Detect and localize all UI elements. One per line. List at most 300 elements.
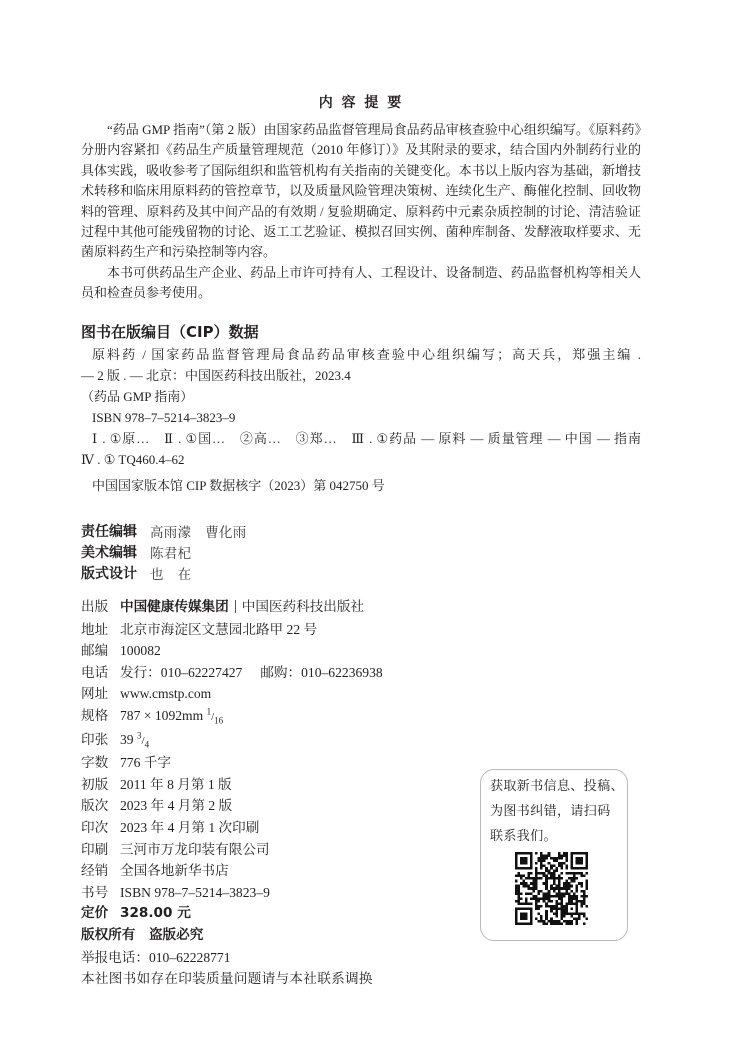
qr-module	[550, 887, 553, 890]
editor-row	[81, 522, 247, 543]
summary-paragraph: “药品 GMP 指南”（第 2 版）由国家药品监督管理局食品药品审核查验中心组织编写。《原料药》分册内容紧扣《药品生产质量管理规范（2010 年修订）》及其附录的要求，结合国内外制药行业的具体实践，吸收参考了国际组织和监管机构有关指南的关键变化。本书以上版内容为基础，新增技术转移和临床用原料药的管控章节，以及质量风险管理决策树、连续化生产、酶催化控制、回收物料的管理、原料药及其中间产品的有效期 / 复验期确定、原料药中元素杂质控制的讨论、清洁验证过程中其他可能残留物的讨论、返工工艺验证、模拟召回实例、菌种库制备、发酵液取样要求、无菌原料药生产和污染控制等内容。	[81, 122, 641, 260]
imprint-row-format	[81, 705, 383, 729]
qr-module	[573, 917, 576, 920]
qr-module	[583, 890, 586, 893]
qr-module	[525, 902, 528, 905]
imprint-value: 2011 年 8 月第 1 版	[120, 776, 232, 792]
qr-module	[578, 862, 581, 865]
qr-module	[583, 900, 586, 903]
imprint-row-website	[81, 683, 383, 705]
contact-box	[480, 769, 628, 941]
qr-module	[523, 912, 526, 915]
qr-module	[553, 880, 556, 883]
qr-module	[565, 885, 568, 888]
qr-module	[563, 885, 566, 888]
imprint-value: 100082	[120, 643, 161, 659]
qr-module	[538, 890, 541, 893]
qr-module	[555, 907, 558, 910]
qr-module	[558, 895, 561, 898]
qr-module	[560, 902, 563, 905]
qr-module	[518, 875, 521, 878]
qr-module	[518, 907, 521, 910]
qr-module	[543, 892, 546, 895]
qr-module	[515, 875, 518, 878]
qr-module	[545, 892, 548, 895]
editors-section	[81, 522, 247, 585]
qr-module	[515, 912, 518, 915]
qr-module	[523, 885, 526, 888]
qr-module	[530, 862, 533, 865]
qr-module	[558, 880, 561, 883]
qr-module	[563, 910, 566, 913]
qr-module	[550, 905, 553, 908]
qr-module	[515, 890, 518, 893]
imprint-value: 全国各地新华书店	[120, 863, 229, 879]
qr-module	[525, 912, 528, 915]
qr-module	[558, 885, 561, 888]
qr-module	[570, 902, 573, 905]
qr-code-icon	[515, 852, 588, 925]
qr-module	[570, 877, 573, 880]
qr-module	[518, 892, 521, 895]
qr-module	[560, 915, 563, 918]
qr-module	[550, 922, 553, 925]
qr-module	[533, 895, 536, 898]
summary-title: 内 容 提 要	[318, 95, 404, 111]
qr-module	[573, 877, 576, 880]
qr-module	[575, 912, 578, 915]
qr-module	[570, 912, 573, 915]
qr-module	[578, 912, 581, 915]
qr-module	[530, 857, 533, 860]
qr-module	[555, 895, 558, 898]
qr-module	[565, 905, 568, 908]
qr-module	[518, 867, 521, 870]
imprint-row-isbn	[81, 882, 383, 904]
qr-module	[565, 880, 568, 883]
qr-module	[528, 887, 531, 890]
qr-module	[535, 885, 538, 888]
qr-module	[560, 857, 563, 860]
qr-module	[543, 872, 546, 875]
qr-module	[568, 900, 571, 903]
qr-module	[530, 920, 533, 923]
fraction-numerator: 1	[206, 706, 212, 717]
qr-module	[583, 922, 586, 925]
qr-module	[560, 855, 563, 858]
qr-module	[543, 875, 546, 878]
qr-module	[560, 895, 563, 898]
imprint-row-word-count	[81, 752, 383, 774]
qr-module	[570, 895, 573, 898]
qr-module	[515, 907, 518, 910]
qr-module	[525, 917, 528, 920]
qr-module	[565, 887, 568, 890]
qr-module	[543, 920, 546, 923]
qr-module	[555, 887, 558, 890]
qr-module	[535, 900, 538, 903]
qr-module	[548, 892, 551, 895]
qr-module	[558, 865, 561, 868]
qr-module	[545, 880, 548, 883]
qr-module	[545, 915, 548, 918]
qr-module	[515, 892, 518, 895]
qr-module	[518, 887, 521, 890]
imprint-label: 定价	[81, 905, 109, 922]
qr-module	[553, 907, 556, 910]
qr-module	[515, 855, 518, 858]
qr-module	[535, 905, 538, 908]
qr-module	[553, 922, 556, 925]
qr-module	[530, 865, 533, 868]
imprint-row-report-phone	[81, 947, 383, 969]
fraction-numerator: 3	[137, 730, 142, 741]
qr-module	[528, 885, 531, 888]
qr-module	[568, 902, 571, 905]
qr-module	[575, 872, 578, 875]
qr-module	[523, 915, 526, 918]
qr-module	[520, 875, 523, 878]
qr-module	[543, 860, 546, 863]
qr-module	[525, 860, 528, 863]
qr-module	[535, 907, 538, 910]
qr-module	[585, 882, 588, 885]
qr-module	[548, 905, 551, 908]
qr-module	[525, 867, 528, 870]
qr-module	[550, 865, 553, 868]
qr-module	[515, 862, 518, 865]
qr-module	[540, 890, 543, 893]
qr-module	[558, 890, 561, 893]
qr-module	[515, 915, 518, 918]
qr-module	[570, 915, 573, 918]
qr-module	[515, 867, 518, 870]
qr-code	[515, 852, 588, 925]
qr-module	[520, 912, 523, 915]
quality-notice: 本社图书如存在印装质量问题请与本社联系调换	[81, 971, 373, 987]
qr-module	[548, 870, 551, 873]
qr-module	[565, 890, 568, 893]
qr-module	[520, 917, 523, 920]
qr-module	[525, 862, 528, 865]
qr-module	[515, 917, 518, 920]
qr-module	[545, 902, 548, 905]
qr-module	[520, 860, 523, 863]
qr-module	[555, 902, 558, 905]
qr-module	[540, 915, 543, 918]
qr-module	[530, 910, 533, 913]
qr-module	[535, 872, 538, 875]
qr-module	[570, 897, 573, 900]
fraction-slash: /	[211, 710, 215, 723]
qr-module	[518, 902, 521, 905]
qr-module	[523, 882, 526, 885]
qr-module	[568, 892, 571, 895]
qr-module	[583, 875, 586, 878]
qr-module	[555, 922, 558, 925]
qr-module	[540, 860, 543, 863]
imprint-label: 书号	[81, 884, 109, 900]
qr-module	[545, 912, 548, 915]
qr-module	[560, 872, 563, 875]
qr-module	[583, 902, 586, 905]
qr-module	[570, 885, 573, 888]
qr-module	[518, 872, 521, 875]
imprint-row-price	[81, 903, 383, 925]
imprint-row-sheets	[81, 729, 383, 753]
qr-module	[585, 855, 588, 858]
qr-module	[540, 917, 543, 920]
imprint-value: 三河市万龙印装有限公司	[120, 841, 270, 857]
qr-module	[558, 902, 561, 905]
sheets-whole: 39	[120, 731, 134, 747]
qr-module	[548, 862, 551, 865]
qr-module	[528, 877, 531, 880]
qr-module	[563, 882, 566, 885]
qr-module	[560, 922, 563, 925]
qr-module	[565, 852, 568, 855]
qr-module	[570, 922, 573, 925]
imprint-row-distributor	[81, 860, 383, 882]
qr-module	[528, 875, 531, 878]
qr-module	[515, 857, 518, 860]
qr-module	[535, 882, 538, 885]
qr-module	[553, 905, 556, 908]
qr-module	[565, 865, 568, 868]
imprint-label: 经销	[81, 863, 109, 879]
qr-module	[575, 917, 578, 920]
qr-module	[540, 867, 543, 870]
qr-module	[575, 887, 578, 890]
qr-module	[565, 920, 568, 923]
qr-module	[570, 872, 573, 875]
qr-module	[558, 852, 561, 855]
qr-module	[545, 877, 548, 880]
qr-module	[558, 855, 561, 858]
qr-module	[585, 880, 588, 883]
qr-module	[550, 917, 553, 920]
qr-module	[548, 895, 551, 898]
qr-module	[550, 900, 553, 903]
imprint-label: 字数	[81, 755, 109, 771]
qr-module	[535, 862, 538, 865]
qr-module	[585, 905, 588, 908]
imprint-value	[120, 662, 383, 684]
qr-module	[565, 860, 568, 863]
qr-module	[575, 860, 578, 863]
qr-module	[580, 890, 583, 893]
qr-module	[525, 852, 528, 855]
qr-module	[540, 897, 543, 900]
qr-module	[543, 895, 546, 898]
qr-module	[578, 860, 581, 863]
qr-module	[585, 852, 588, 855]
qr-module	[545, 875, 548, 878]
imprint-row-publisher	[81, 596, 383, 619]
imprint-section	[81, 596, 383, 990]
qr-module	[543, 900, 546, 903]
qr-module	[575, 907, 578, 910]
report-phone: 举报电话：010–62228771	[81, 949, 231, 965]
qr-module	[560, 865, 563, 868]
qr-module	[525, 877, 528, 880]
publishing-group-name: 中国健康传媒集团	[120, 599, 229, 615]
qr-module	[580, 912, 583, 915]
cip-record-number: 中国国家版本馆 CIP 数据核字（2023）第 042750 号	[92, 478, 385, 493]
qr-module	[553, 920, 556, 923]
qr-module	[543, 897, 546, 900]
qr-module	[530, 912, 533, 915]
qr-module	[535, 870, 538, 873]
qr-module	[560, 867, 563, 870]
qr-module	[585, 872, 588, 875]
editor-row	[81, 564, 247, 585]
qr-module	[518, 897, 521, 900]
qr-module	[545, 895, 548, 898]
qr-module	[545, 885, 548, 888]
qr-module	[568, 885, 571, 888]
qr-module	[550, 907, 553, 910]
imprint-row-edition	[81, 795, 383, 817]
qr-module	[520, 915, 523, 918]
qr-module	[558, 920, 561, 923]
qr-module	[553, 875, 556, 878]
qr-module	[580, 900, 583, 903]
qr-module	[585, 865, 588, 868]
qr-module	[558, 875, 561, 878]
mail-order-phone: 邮购：010–62236938	[260, 664, 383, 680]
qr-module	[560, 900, 563, 903]
qr-module	[563, 905, 566, 908]
qr-module	[563, 912, 566, 915]
fraction-denominator: 4	[144, 739, 150, 750]
qr-module	[520, 922, 523, 925]
imprint-label: 版次	[81, 798, 109, 814]
qr-module	[535, 902, 538, 905]
qr-module	[545, 910, 548, 913]
qr-module	[528, 852, 531, 855]
qr-module	[573, 867, 576, 870]
qr-module	[585, 895, 588, 898]
cip-heading: 图书在版编目（CIP）数据	[81, 323, 259, 341]
qr-module	[563, 915, 566, 918]
qr-module	[548, 900, 551, 903]
qr-module	[570, 852, 573, 855]
qr-module	[533, 877, 536, 880]
qr-module	[520, 852, 523, 855]
qr-module	[558, 922, 561, 925]
qr-module	[548, 872, 551, 875]
qr-module	[585, 917, 588, 920]
qr-module	[545, 887, 548, 890]
qr-module	[575, 902, 578, 905]
qr-module	[565, 912, 568, 915]
qr-module	[580, 875, 583, 878]
qr-module	[530, 907, 533, 910]
qr-module	[543, 865, 546, 868]
qr-module	[563, 852, 566, 855]
qr-module	[565, 907, 568, 910]
qr-module	[553, 865, 556, 868]
qr-module	[520, 882, 523, 885]
qr-module	[515, 887, 518, 890]
qr-module	[583, 867, 586, 870]
qr-module	[543, 882, 546, 885]
qr-module	[520, 902, 523, 905]
imprint-row-printing	[81, 817, 383, 839]
qr-module	[533, 880, 536, 883]
qr-module	[585, 857, 588, 860]
qr-module	[535, 852, 538, 855]
qr-module	[548, 855, 551, 858]
qr-module	[523, 902, 526, 905]
qr-module	[535, 897, 538, 900]
qr-module	[528, 922, 531, 925]
cip-record	[81, 344, 641, 496]
qr-module	[583, 892, 586, 895]
qr-module	[560, 897, 563, 900]
sales-phone: 发行：010–62227427	[120, 664, 243, 680]
qr-module	[563, 892, 566, 895]
qr-module	[585, 862, 588, 865]
qr-module	[580, 885, 583, 888]
qr-module	[518, 895, 521, 898]
qr-module	[550, 877, 553, 880]
qr-module	[533, 882, 536, 885]
qr-module	[568, 920, 571, 923]
qr-module	[530, 860, 533, 863]
imprint-row-address	[81, 619, 383, 641]
qr-module	[585, 860, 588, 863]
imprint-value: ISBN 978–7–5214–3823–9	[120, 884, 270, 900]
qr-module	[555, 915, 558, 918]
contact-text	[490, 773, 624, 848]
qr-module	[558, 857, 561, 860]
qr-module	[580, 872, 583, 875]
qr-module	[518, 900, 521, 903]
cip-line: Ⅳ . ① TQ460.4–62	[81, 452, 185, 467]
qr-module	[560, 917, 563, 920]
qr-module	[553, 887, 556, 890]
qr-module	[565, 857, 568, 860]
qr-module	[545, 867, 548, 870]
qr-module	[565, 902, 568, 905]
qr-module	[575, 900, 578, 903]
qr-module	[575, 905, 578, 908]
price-value: 328.00 元	[120, 905, 191, 922]
qr-module	[515, 865, 518, 868]
qr-module	[518, 922, 521, 925]
qr-module	[548, 852, 551, 855]
qr-module	[535, 895, 538, 898]
qr-module	[568, 895, 571, 898]
editor-value: 高雨濛 曹化雨	[150, 525, 247, 540]
imprint-label: 规格	[81, 707, 109, 723]
qr-module	[520, 892, 523, 895]
qr-module	[548, 890, 551, 893]
qr-module	[558, 907, 561, 910]
qr-module	[523, 852, 526, 855]
qr-module	[528, 902, 531, 905]
imprint-label: 电话	[81, 664, 109, 680]
qr-module	[525, 897, 528, 900]
qr-module	[585, 887, 588, 890]
qr-module	[573, 897, 576, 900]
qr-module	[573, 902, 576, 905]
qr-module	[538, 907, 541, 910]
qr-module	[570, 865, 573, 868]
qr-module	[555, 885, 558, 888]
